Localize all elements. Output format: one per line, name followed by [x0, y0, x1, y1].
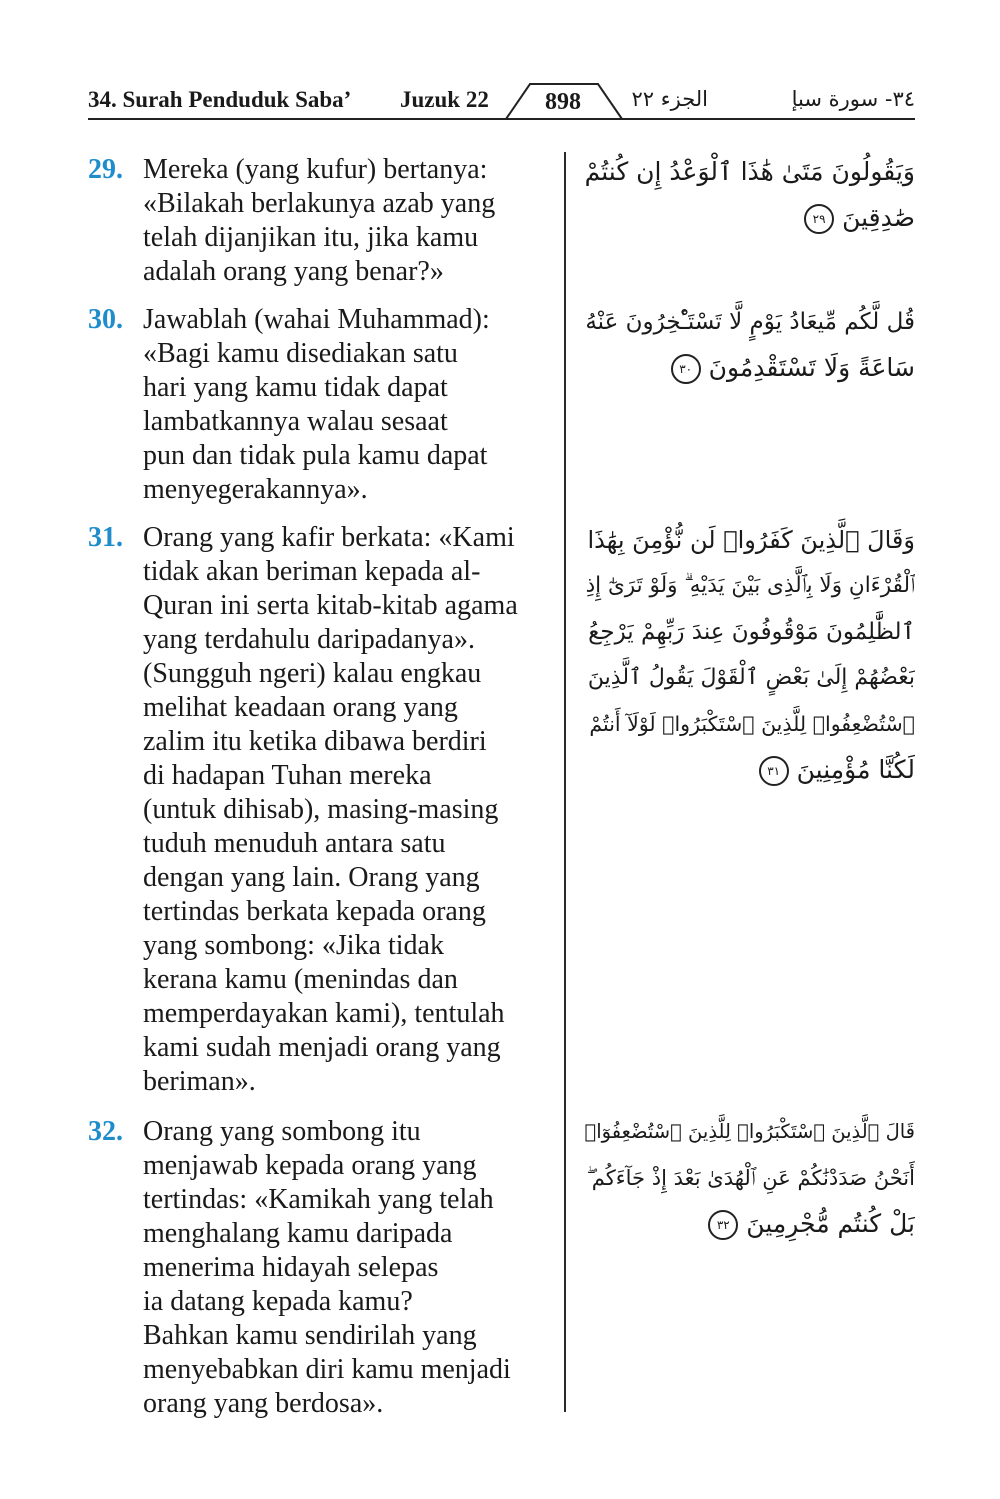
arabic-line: قُل لَّكُم مِّيعَادُ يَوْمٍ لَّا تَسْتَـْٔخِرُونَ عَنْهُ	[585, 309, 915, 335]
translation-line: telah dijanjikan itu, jika kamu	[143, 222, 479, 253]
translation-line: menjawab kepada orang yang	[143, 1150, 477, 1181]
translation-line: lambatkannya walau sesaat	[143, 406, 448, 437]
verse-number: 31.	[88, 522, 123, 553]
translation-line: orang yang berdosa».	[143, 1388, 384, 1419]
translation-line: ia datang kepada kamu?	[143, 1286, 413, 1317]
verse-30-arabic	[585, 299, 915, 391]
translation-line: Orang yang sombong itu	[143, 1116, 421, 1147]
translation-text	[143, 303, 490, 507]
arabic-line: ٱسْتُضْعِفُوا۟ لِلَّذِينَ ٱسْتَكْبَرُوا۟ لَوْلَآ أَنتُمْ	[589, 712, 915, 736]
verse-end-marker: ٣١	[759, 756, 789, 786]
translation-line: pun dan tidak pula kamu dapat	[143, 440, 488, 471]
arabic-line	[585, 345, 915, 391]
verse-number: 30.	[88, 304, 123, 335]
translation-line: memperdayakan kami), tentulah	[143, 998, 505, 1029]
arabic-line: وَيَقُولُونَ مَتَىٰ هَٰذَا ٱلْوَعْدُ إِن كُنتُمْ	[585, 157, 915, 186]
translation-line: kami sudah menjadi orang yang	[143, 1032, 501, 1063]
translation-line: Mereka (yang kufur) bertanya:	[143, 154, 488, 185]
translation-text	[143, 521, 518, 1099]
column-divider	[564, 152, 566, 1412]
translation-line: tertindas: «Kamikah yang telah	[143, 1184, 494, 1215]
translation-line: yang sombong: «Jika tidak	[143, 930, 444, 961]
verse-end-marker: ٢٩	[804, 204, 834, 234]
translation-line: «Bagi kamu disediakan satu	[143, 338, 458, 369]
translation-line: Bahkan kamu sendirilah yang	[143, 1320, 477, 1351]
translation-line: Orang yang kafir berkata: «Kami	[143, 522, 515, 553]
arabic-text: لَكُنَّا مُؤْمِنِينَ	[796, 755, 915, 784]
arabic-text: بَلْ كُنتُم مُّجْرِمِينَ	[746, 1209, 915, 1238]
arabic-line	[585, 747, 915, 793]
translation-line: «Bilakah berlakunya azab yang	[143, 188, 496, 219]
translation-line: tertindas berkata kepada orang	[143, 896, 486, 927]
translation-line: hari yang kamu tidak dapat	[143, 372, 448, 403]
translation-line: Quran ini serta kitab-kitab agama	[143, 590, 518, 621]
juz-label-arabic: الجزء ٢٢	[631, 87, 708, 111]
translation-line: (Sungguh ngeri) kalau engkau	[143, 658, 482, 689]
arabic-line: ٱلْقُرْءَانِ وَلَا بِٱلَّذِى بَيْنَ يَدَيْهِ ۗ وَلَوْ تَرَىٰٓ إِذِ	[585, 573, 915, 598]
surah-title-arabic: ٣٤- سورة سبإ	[791, 87, 915, 111]
translation-line: kerana kamu (menindas dan	[143, 964, 458, 995]
surah-title: 34. Surah Penduduk Saba’	[88, 87, 352, 112]
verse-32-arabic	[585, 1109, 915, 1247]
verse-31-arabic	[585, 517, 915, 793]
translation-text	[143, 1115, 511, 1421]
translation-line: tidak akan beriman kepada al-	[143, 556, 481, 587]
verse-end-marker: ٣٢	[708, 1210, 738, 1240]
translation-line: yang terdahulu daripadanya».	[143, 624, 475, 655]
translation-line: (untuk dihisab), masing-masing	[143, 794, 499, 825]
translation-line: tuduh menuduh antara satu	[143, 828, 446, 859]
verse-29-arabic	[585, 149, 915, 241]
translation-line: adalah orang yang benar?»	[143, 256, 444, 287]
arabic-line: ٱلظَّٰلِمُونَ مَوْقُوفُونَ عِندَ رَبِّهِمْ يَرْجِعُ	[588, 619, 915, 645]
arabic-line: قَالَ ٱلَّذِينَ ٱسْتَكْبَرُوا۟ لِلَّذِينَ ٱسْتُضْعِفُوٓا۟	[585, 1120, 915, 1143]
translation-line: beriman».	[143, 1066, 256, 1097]
translation-text	[143, 153, 495, 289]
translation-line: menerima hidayah selepas	[143, 1252, 439, 1283]
arabic-line	[585, 195, 915, 241]
translation-line: menghalang kamu daripada	[143, 1218, 453, 1249]
translation-line: menyebabkan diri kamu menjadi	[143, 1354, 511, 1385]
verse-number: 29.	[88, 154, 123, 185]
arabic-text: سَاعَةً وَلَا تَسْتَقْدِمُونَ	[708, 353, 915, 382]
verse-end-marker: ٣٠	[671, 354, 701, 384]
translation-line: melihat keadaan orang yang	[143, 692, 458, 723]
arabic-line: وَقَالَ ٱلَّذِينَ كَفَرُوا۟ لَن نُّؤْمِنَ بِهَٰذَا	[587, 526, 915, 554]
translation-line: Jawablah (wahai Muhammad):	[143, 304, 490, 335]
translation-line: menyegerakannya».	[143, 474, 368, 505]
arabic-line: أَنَحْنُ صَدَدْنَٰكُمْ عَنِ ٱلْهُدَىٰ بَعْدَ إِذْ جَآءَكُم ۖ	[586, 1166, 915, 1190]
translation-line: di hadapan Tuhan mereka	[143, 760, 432, 791]
translation-line: zalim itu ketika dibawa berdiri	[143, 726, 487, 757]
arabic-text: صَٰدِقِينَ	[842, 203, 915, 232]
verse-number: 32.	[88, 1116, 123, 1147]
arabic-line: بَعْضُهُمْ إِلَىٰ بَعْضٍ ٱلْقَوْلَ يَقُولُ ٱلَّذِينَ	[587, 665, 915, 690]
translation-line: dengan yang lain. Orang yang	[143, 862, 480, 893]
arabic-line	[585, 1201, 915, 1247]
juz-label: Juzuk 22	[400, 87, 489, 112]
page-number: 898	[545, 89, 581, 115]
